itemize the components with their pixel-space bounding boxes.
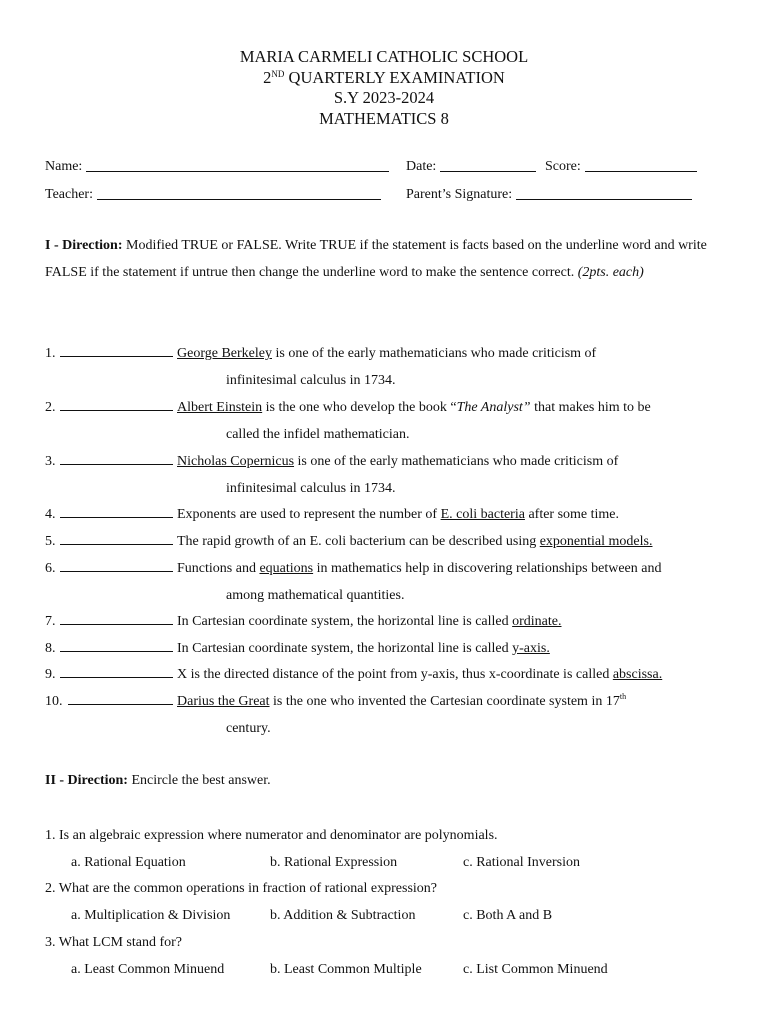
item-number: 5. xyxy=(45,534,56,549)
answer-blank[interactable] xyxy=(60,464,173,465)
mc-question-3: 3. What LCM stand for? xyxy=(45,935,182,950)
date-label: Date: xyxy=(406,159,437,174)
statement-text: The rapid growth of an E. coli bacterium can be described using xyxy=(177,534,540,549)
underlined-term: ordinate. xyxy=(512,614,562,629)
statement-text: is one of the early mathematicians who made criticism of xyxy=(271,346,597,361)
mc-option[interactable]: b. Rational Expression xyxy=(270,855,398,870)
answer-blank[interactable] xyxy=(68,704,173,705)
statement-text: Functions and xyxy=(177,561,260,576)
statement-text: is one of the early mathematicians who made criticism of xyxy=(294,454,619,469)
parent-signature-label: Parent’s Signature: xyxy=(406,187,513,202)
part1-points: (2pts. each) xyxy=(577,264,644,280)
item-number: 8. xyxy=(45,641,56,656)
answer-blank[interactable] xyxy=(60,517,173,518)
school-name: MARIA CARMELI CATHOLIC SCHOOL xyxy=(239,47,529,66)
score-field[interactable] xyxy=(545,157,697,175)
mc-question-1: 1. Is an algebraic expression where numerator and denominator are polynomials. xyxy=(45,828,498,843)
statement-text: X is the directed distance of the point from y-axis, thus x-coordinate is called xyxy=(177,667,613,682)
statement-text: is the one who invented the Cartesian coordinate system in 17 xyxy=(269,694,620,709)
name-line[interactable] xyxy=(86,157,389,172)
item-statement xyxy=(177,394,651,421)
name-label: Name: xyxy=(45,159,83,174)
teacher-field[interactable] xyxy=(45,185,381,203)
item-number: 3. xyxy=(45,454,56,469)
item-continuation: infinitesimal calculus in 1734. xyxy=(226,481,396,496)
item-number: 1. xyxy=(45,346,56,361)
item-number: 2. xyxy=(45,400,56,415)
underlined-term: exponential models. xyxy=(539,534,653,549)
book-title: The Analyst” xyxy=(456,400,531,415)
exam-header xyxy=(0,47,768,129)
item-number: 4. xyxy=(45,507,56,522)
item-number: 9. xyxy=(45,667,56,682)
answer-blank[interactable] xyxy=(60,356,173,357)
part1-text: Modified TRUE or FALSE. Write TRUE if the statement is facts based on the underline word and write FALSE if the statement if untrue then change the underline word to make the sentence correct. xyxy=(45,238,707,280)
item-statement xyxy=(177,608,562,635)
mc-option[interactable]: c. Rational Inversion xyxy=(463,855,581,870)
item-continuation: among mathematical quantities. xyxy=(226,588,405,603)
item-number: 10. xyxy=(45,694,63,709)
mc-option[interactable]: b. Addition & Subtraction xyxy=(270,908,416,923)
part1-label: I - Direction: xyxy=(45,238,123,253)
underlined-term: E. coli bacteria xyxy=(440,507,525,522)
item-continuation: called the infidel mathematician. xyxy=(226,427,410,442)
mc-option[interactable]: b. Least Common Multiple xyxy=(270,962,422,977)
item-number: 6. xyxy=(45,561,56,576)
item-continuation: century. xyxy=(226,721,271,736)
answer-blank[interactable] xyxy=(60,624,173,625)
underlined-term: Darius the Great xyxy=(177,694,270,709)
school-year: S.Y 2023-2024 xyxy=(333,88,435,107)
ordinal-suffix: th xyxy=(619,692,627,701)
statement-text: Exponents are used to represent the number of xyxy=(177,507,441,522)
statement-text: In Cartesian coordinate system, the horizontal line is called xyxy=(177,641,513,656)
exam-title-rest: QUARTERLY EXAMINATION xyxy=(284,67,505,87)
mc-option[interactable]: a. Multiplication & Division xyxy=(71,908,231,923)
form-row-2 xyxy=(45,185,745,205)
part2-text: Encircle the best answer. xyxy=(127,773,271,788)
date-field[interactable] xyxy=(406,157,536,175)
item-statement xyxy=(177,528,652,555)
statement-text: after some time. xyxy=(524,507,620,522)
underlined-term: George Berkeley xyxy=(177,346,272,361)
form-row-1 xyxy=(45,157,745,177)
part2-direction xyxy=(45,768,725,795)
mc-option[interactable]: a. Rational Equation xyxy=(71,855,186,870)
score-line[interactable] xyxy=(585,157,697,172)
underlined-term: abscissa. xyxy=(612,667,663,682)
teacher-label: Teacher: xyxy=(45,187,93,202)
mc-option[interactable]: c. Both A and B xyxy=(463,908,553,923)
teacher-line[interactable] xyxy=(97,185,381,200)
answer-blank[interactable] xyxy=(60,410,173,411)
item-statement xyxy=(177,555,661,582)
item-statement xyxy=(177,635,550,662)
statement-text: In Cartesian coordinate system, the horizontal line is called xyxy=(177,614,513,629)
answer-blank[interactable] xyxy=(60,651,173,652)
item-statement xyxy=(177,448,618,475)
answer-blank[interactable] xyxy=(60,571,173,572)
mc-question-2: 2. What are the common operations in fraction of rational expression? xyxy=(45,881,437,896)
name-field[interactable] xyxy=(45,157,389,175)
parent-signature-line[interactable] xyxy=(516,185,692,200)
parent-signature-field[interactable] xyxy=(406,185,692,203)
mc-option[interactable]: a. Least Common Minuend xyxy=(71,962,225,977)
statement-text: that makes him to be xyxy=(530,400,651,415)
subject-title: MATHEMATICS 8 xyxy=(319,108,449,128)
statement-text: in mathematics help in discovering relationships between and xyxy=(313,561,662,576)
underlined-term: y-axis. xyxy=(512,641,550,656)
part2-label: II - Direction: xyxy=(45,773,128,788)
exam-title xyxy=(0,68,768,89)
part1-direction xyxy=(45,233,725,286)
answer-blank[interactable] xyxy=(60,544,173,545)
statement-text: is the one who develop the book “ xyxy=(262,400,457,415)
item-continuation: infinitesimal calculus in 1734. xyxy=(226,373,396,388)
item-number: 7. xyxy=(45,614,56,629)
item-statement xyxy=(177,501,619,528)
exam-number-suffix: ND xyxy=(271,68,285,79)
underlined-term: equations xyxy=(259,561,314,576)
underlined-term: Nicholas Copernicus xyxy=(177,454,295,469)
exam-number: 2 xyxy=(263,67,272,87)
item-statement xyxy=(177,340,596,367)
score-label: Score: xyxy=(545,159,581,174)
underlined-term: Albert Einstein xyxy=(177,400,263,415)
item-statement xyxy=(177,661,662,688)
item-statement xyxy=(177,688,626,715)
date-line[interactable] xyxy=(440,157,536,172)
mc-option[interactable]: c. List Common Minuend xyxy=(463,962,608,977)
answer-blank[interactable] xyxy=(60,677,173,678)
